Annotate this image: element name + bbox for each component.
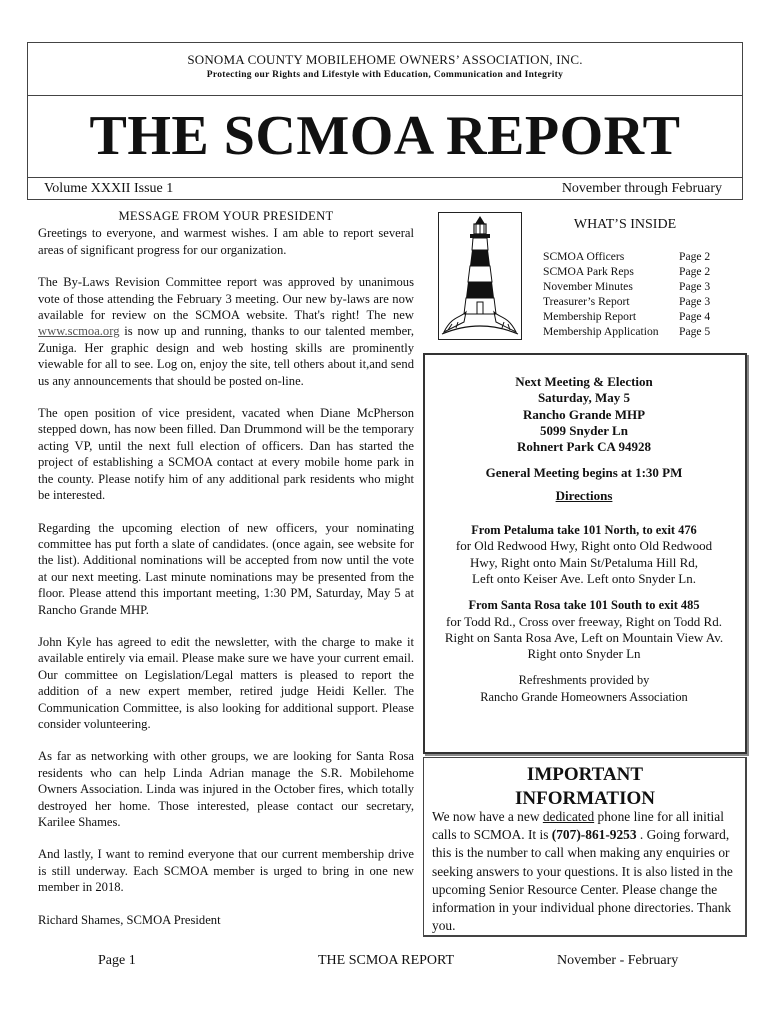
- newsletter-title: THE SCMOA REPORT: [89, 105, 681, 167]
- petaluma-directions-heading: From Petaluma take 101 North, to exit 476: [471, 523, 697, 538]
- info-text-part: phone line for all initial calls to SCMOA. It is: [432, 809, 724, 843]
- refreshments-note: Refreshments provided by: [518, 673, 650, 688]
- meeting-start-time: General Meeting begins at 1:30 PM: [485, 465, 683, 481]
- contents-item: [543, 279, 710, 294]
- contents-item: [543, 324, 710, 339]
- petaluma-directions-line: Hwy, Right onto Main St/Petaluma Hill Rd,: [469, 554, 699, 570]
- meeting-title: Next Meeting & Election: [515, 374, 653, 389]
- meeting-venue: Rancho Grande MHP: [522, 406, 646, 422]
- president-message-heading: MESSAGE FROM YOUR PRESIDENT: [118, 209, 334, 223]
- refreshments-host: Rancho Grande Homeowners Association: [480, 689, 688, 704]
- important-info-text: [432, 808, 740, 935]
- president-signature: Richard Shames, SCMOA President: [38, 912, 221, 927]
- petaluma-directions-line: for Old Redwood Hwy, Right onto Old Redwood: [455, 538, 713, 554]
- organization-tagline: Protecting our Rights and Lifestyle with Education, Communication and Integrity: [206, 70, 564, 80]
- important-info-title-line-1: IMPORTANT: [526, 764, 644, 785]
- message-paragraph-6: As far as networking with other groups, we are looking for Santa Rosa residents who can help Linda Adrian manage the S.R. Mobilehome Owners Association. Linda was injured in the October fires, which totally destroyed her home. Those interested, please contact our secretary, Karilee Shames.: [38, 749, 414, 829]
- president-message: [38, 208, 414, 928]
- message-paragraph-5: John Kyle has agreed to edit the newsletter, with the charge to make it available entirely via email. Please make sure we have your current email. Our committee on Legislation/Legal matters is pleased to report the addition of a new expert member, retired judge Heidi Keller. The Communication Committee, is also looking for additional support. Please consider volunteering.: [38, 634, 414, 731]
- contents-item-name: SCMOA Officers: [543, 250, 625, 263]
- phone-number: (707)-861-9253: [551, 827, 637, 843]
- meeting-info-content: [425, 374, 743, 705]
- contents-item-page: Page 3: [679, 295, 711, 309]
- santarosa-directions-line: for Todd Rd., Cross over freeway, Right on Todd Rd.: [446, 613, 722, 629]
- message-paragraph-2: [38, 274, 414, 389]
- santarosa-directions-line: Right on Santa Rosa Ave, Left on Mountain View Av.: [444, 629, 724, 645]
- message-paragraph-7: And lastly, I want to remind everyone that our current membership drive is still underway. Each SCMOA member is urged to bring in one new member in 2018.: [38, 847, 414, 895]
- contents-item-page: Page 3: [679, 280, 711, 294]
- issue-date-range: November through February: [561, 181, 722, 196]
- message-paragraph-3: The open position of vice president, vacated when Diane McPherson stepped down, has now been filled. Dan Drummond will be the temporary acting VP, until the next full election of officers. Dan has started the project of establishing a SCMOA contact at every mobile home park in the county. Please notify him of any additional park residents who might be interested.: [38, 406, 414, 503]
- petaluma-directions-line: Left onto Keiser Ave. Left onto Snyder Ln.: [472, 570, 696, 586]
- contents-item-name: November Minutes: [543, 280, 633, 294]
- santarosa-directions-heading: From Santa Rosa take 101 South to exit 485: [468, 598, 700, 613]
- lighthouse-icon: [438, 212, 522, 340]
- contents-item-name: Treasurer’s Report: [543, 295, 630, 309]
- contents-item-page: Page 5: [679, 325, 711, 339]
- important-info-title-line-2: INFORMATION: [514, 788, 656, 809]
- footer-newsletter-title: THE SCMOA REPORT: [318, 953, 455, 968]
- contents-item-page: Page 2: [679, 265, 711, 279]
- message-paragraph-2-end: is now up and running, thanks to our talented member, Zuniga. Her graphic design and web hosting skills are prominently viewable for all to see. Log on, enjoy the site, tell others about it,and send us any announcements that should be posted on-line.: [38, 324, 414, 388]
- info-emphasis-dedicated: dedicated: [542, 809, 595, 824]
- directions-heading: Directions: [555, 487, 613, 503]
- masthead-divider-top: [27, 95, 743, 96]
- info-text-part: We now have a new: [432, 809, 543, 824]
- contents-item: [543, 294, 710, 309]
- contents-item: [543, 249, 710, 264]
- message-paragraph-4: Regarding the upcoming election of new officers, your nominating committee has put forth a slate of candidates. (once again, see website for the list). Additional nominations will be accepted from now until the vote at our next meeting. Last minute nominations may be presented from the floor. Please attend this important meeting, 1:30 PM, Saturday, May 5 at Rancho Grande MHP.: [38, 520, 414, 617]
- contents-item-page: Page 2: [679, 250, 711, 263]
- footer-months: November - February: [557, 953, 679, 968]
- important-info-title: [423, 763, 747, 811]
- contents-list: [543, 249, 710, 340]
- meeting-city: Rohnert Park CA 94928: [517, 439, 651, 455]
- message-paragraph-1: Greetings to everyone, and warmest wishes. I am able to report several areas of significant progress for our organization.: [38, 226, 414, 257]
- organization-name: SONOMA COUNTY MOBILEHOME OWNERS’ ASSOCIATION, INC.: [187, 52, 583, 67]
- website-link[interactable]: www.scmoa.org: [38, 324, 120, 339]
- contents-item: [543, 309, 710, 324]
- contents-item-name: Membership Application: [543, 325, 659, 339]
- contents-item: [543, 264, 710, 279]
- contents-title: WHAT’S INSIDE: [573, 217, 677, 232]
- volume-issue: Volume XXXII Issue 1: [44, 181, 174, 196]
- footer-page-number: Page 1: [98, 953, 136, 968]
- info-text-part: . Going forward, this is the number to call when making any enquiries or seeking answers to your questions. It is also listed in the upcoming Senior Resource Center. Please change the information in your individual phone directories. Thank you.: [432, 827, 733, 934]
- meeting-date: Saturday, May 5: [537, 390, 631, 406]
- santarosa-directions-line: Right onto Snyder Ln: [527, 646, 641, 662]
- message-paragraph-2-start: The By-Laws Revision Committee report was approved by unanimous vote of those attending the February 3 meeting. Our new by-laws are now available for review on the SCMOA website. That's right! The new: [38, 275, 414, 323]
- masthead-divider-bottom: [27, 177, 743, 178]
- contents-item-name: SCMOA Park Reps: [543, 265, 634, 279]
- contents-item-name: Membership Report: [543, 310, 637, 324]
- meeting-street: 5099 Snyder Ln: [540, 422, 628, 438]
- contents-item-page: Page 4: [679, 310, 711, 324]
